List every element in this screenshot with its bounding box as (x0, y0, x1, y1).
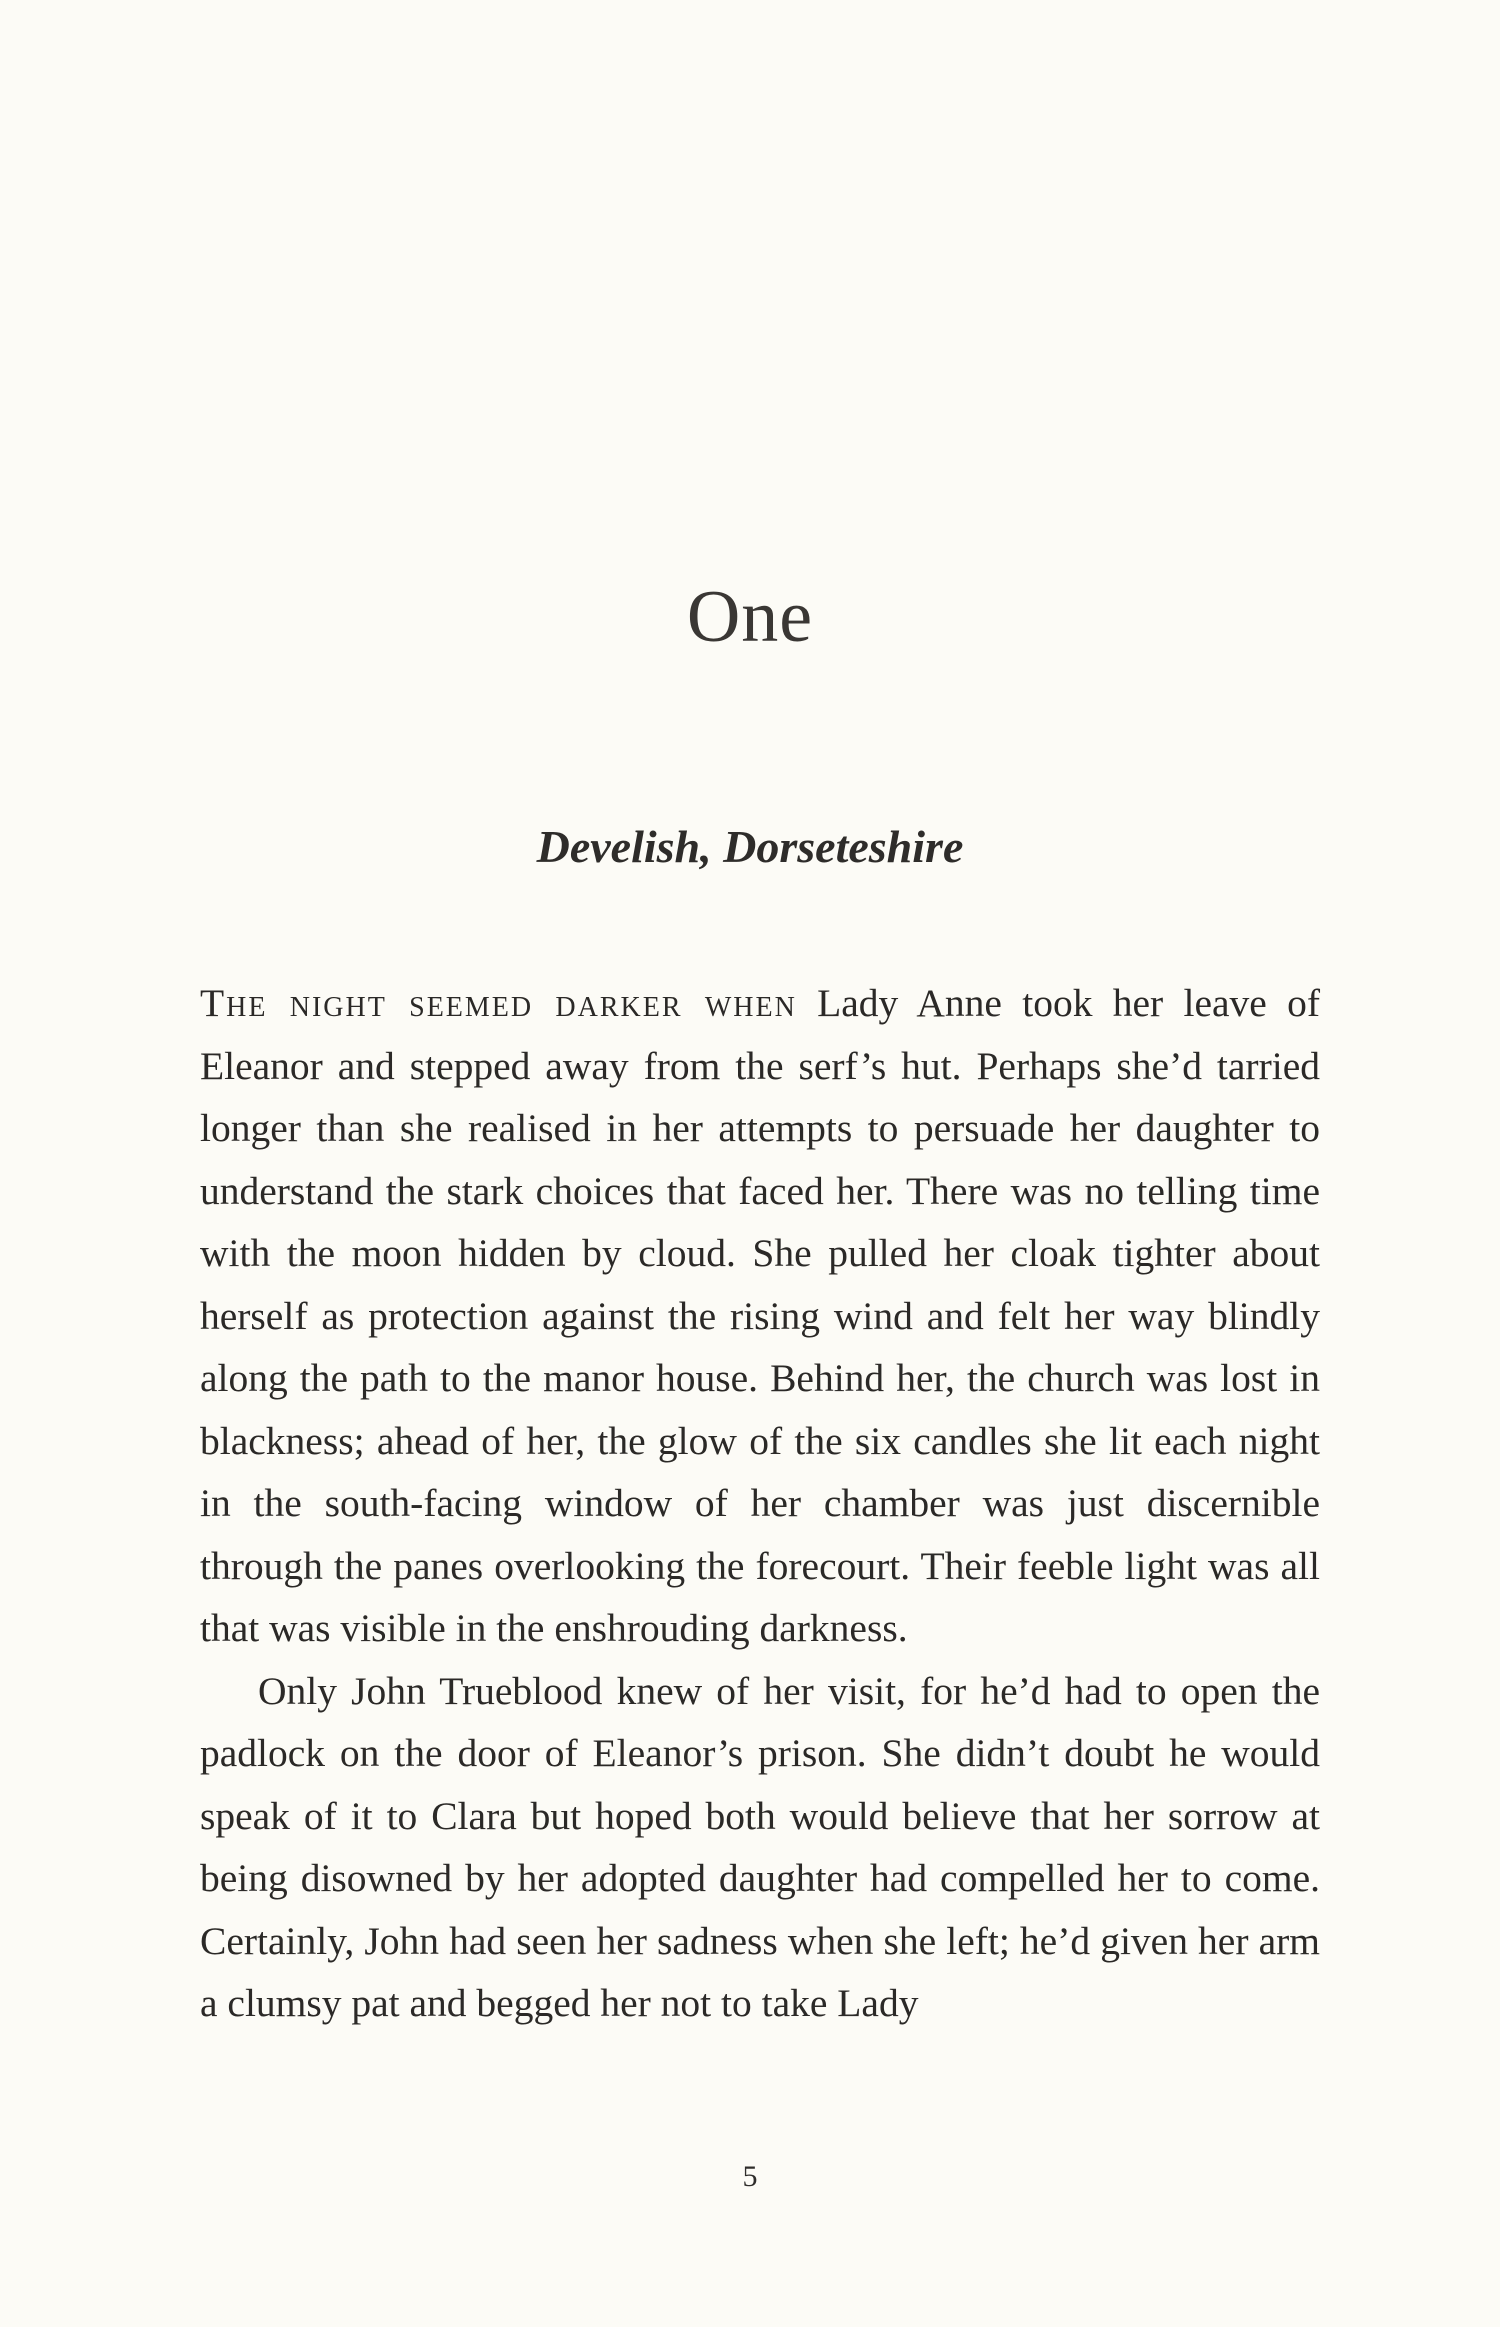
page-number: 5 (742, 2160, 758, 2193)
paragraph-lead-in: The night seemed darker when (200, 981, 797, 1025)
paragraph-2: Only John Trueblood knew of her visit, for he’d had to open the padlock on the door of Eleanor’s prison. She didn’t doubt he would speak of it to Clara but hoped both would believe that her sorrow at being disowned by her adopted daughter had compelled her to come. Certainly, John had seen her sadness when she left; he’d given her arm a clumsy pat and begged her not to take Lady (200, 1668, 1320, 2025)
paragraph-text: Lady Anne took her leave of Eleanor and stepped away from the serf’s hut. Perhaps she’d tarried longer than she realised in her attempts to persuade her daughter to understand the stark choices that faced her. There was no telling time with the moon hidden by cloud. She pulled her cloak tighter about herself as protection against the rising wind and felt her way blindly along the path to the manor house. Behind her, the church was lost in blackness; ahead of her, the glow of the six candles she lit each night in the south-facing window of her chamber was just discernible through the panes overlooking the forecourt. Their feeble light was all that was visible in the enshrouding darkness. (200, 981, 1320, 1650)
chapter-location: Develish, Dorseteshire (536, 821, 964, 872)
chapter-title: One (686, 576, 814, 658)
chapter-body (200, 972, 1320, 2035)
paragraph-1 (200, 972, 1320, 1660)
